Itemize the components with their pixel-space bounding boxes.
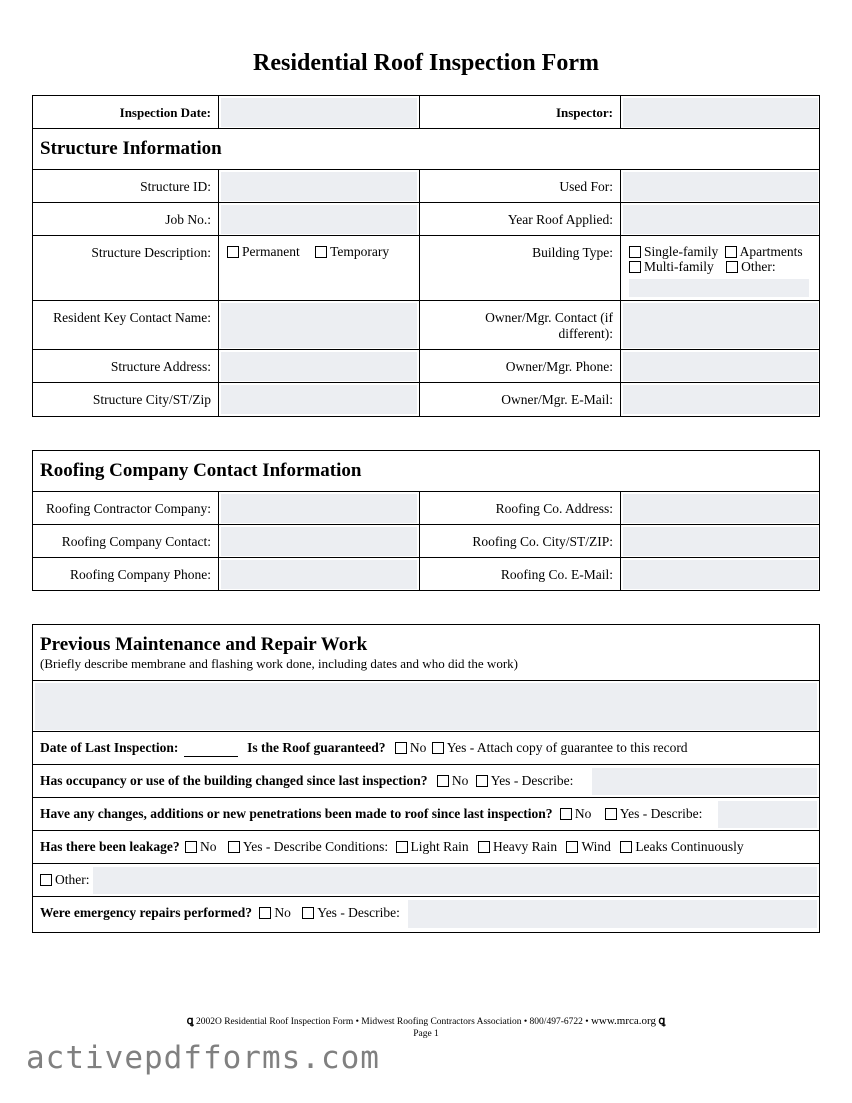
permanent-label: Permanent (242, 244, 300, 259)
other-checkbox[interactable] (40, 874, 52, 886)
watermark: activepdfforms.com (26, 1040, 380, 1076)
other-label: Other: (55, 872, 90, 887)
owner-email-label: Owner/Mgr. E-Mail: (420, 383, 621, 416)
roofing-company-row (33, 491, 819, 525)
occupancy-describe-field[interactable] (592, 768, 817, 795)
other-building-checkbox[interactable] (726, 261, 738, 273)
other-describe-field[interactable] (93, 867, 817, 894)
other-line (40, 872, 90, 888)
leakage-no-label: No (199, 839, 217, 854)
maintenance-heading-row (33, 625, 819, 681)
wind-checkbox[interactable] (566, 841, 578, 853)
inspection-date-label: Inspection Date: (33, 96, 219, 129)
building-type-label: Building Type: (420, 236, 621, 301)
roofing-contact-field[interactable] (219, 525, 420, 558)
owner-phone-label: Owner/Mgr. Phone: (420, 350, 621, 383)
leaks-continuously-checkbox[interactable] (620, 841, 632, 853)
structure-description-options (219, 236, 420, 301)
roofing-heading: Roofing Company Contact Information (40, 460, 362, 481)
structure-city-label: Structure City/ST/Zip (33, 383, 219, 416)
job-no-field[interactable] (219, 203, 420, 236)
used-for-field[interactable] (621, 170, 820, 203)
occupancy-line (40, 773, 573, 789)
footer (0, 1014, 852, 1039)
structure-address-row (33, 349, 819, 383)
roofing-contact-label: Roofing Company Contact: (33, 525, 219, 558)
other-row (33, 863, 819, 897)
maintenance-description-row (33, 680, 819, 732)
owner-contact-field[interactable] (621, 301, 820, 350)
leakage-row (33, 830, 819, 864)
roofing-email-field[interactable] (621, 558, 820, 591)
permanent-checkbox[interactable] (227, 246, 239, 258)
year-roof-applied-label: Year Roof Applied: (420, 203, 621, 236)
temporary-label: Temporary (330, 244, 390, 259)
resident-key-contact-label: Resident Key Contact Name: (33, 301, 219, 350)
occupancy-question: Has occupancy or use of the building changed since last inspection? (40, 773, 428, 788)
maintenance-description-field[interactable] (35, 683, 817, 730)
inspector-field[interactable] (621, 96, 820, 129)
inspector-label: Inspector: (420, 96, 621, 129)
leakage-line (40, 839, 744, 855)
emergency-yes-label: Yes - Describe: (317, 905, 400, 920)
apartments-checkbox[interactable] (725, 246, 737, 258)
emergency-yes-checkbox[interactable] (302, 907, 314, 919)
job-no-label: Job No.: (33, 203, 219, 236)
structure-address-field[interactable] (219, 350, 420, 383)
roofing-phone-field[interactable] (219, 558, 420, 591)
roofing-phone-row (33, 557, 819, 591)
emergency-describe-field[interactable] (408, 900, 817, 928)
roofing-address-field[interactable] (621, 492, 820, 525)
structure-id-label: Structure ID: (33, 170, 219, 203)
mrca-logo-icon-right: ꝗ (658, 1015, 666, 1027)
single-family-checkbox[interactable] (629, 246, 641, 258)
footer-url[interactable]: www.mrca.org (590, 1015, 657, 1027)
multi-family-label: Multi-family (644, 259, 714, 274)
changes-no-label: No (574, 806, 592, 821)
emergency-row (33, 896, 819, 932)
guaranteed-yes-label: Yes - Attach copy of guarantee to this record (446, 740, 688, 755)
occupancy-no-label: No (451, 773, 469, 788)
heavy-rain-checkbox[interactable] (478, 841, 490, 853)
owner-email-field[interactable] (621, 383, 820, 416)
last-inspection-field[interactable] (184, 740, 238, 757)
owner-contact-label-line2: different): (558, 326, 613, 341)
occupancy-yes-checkbox[interactable] (476, 775, 488, 787)
roofing-contact-row (33, 524, 819, 558)
emergency-no-checkbox[interactable] (259, 907, 271, 919)
structure-section (32, 128, 820, 417)
roofing-contractor-field[interactable] (219, 492, 420, 525)
maintenance-section (32, 624, 820, 933)
page-number: Page 1 (413, 1029, 439, 1039)
single-family-label: Single-family (644, 244, 719, 259)
structure-description-row (33, 235, 819, 301)
roofing-city-label: Roofing Co. City/ST/ZIP: (420, 525, 621, 558)
leakage-yes-checkbox[interactable] (228, 841, 240, 853)
resident-key-contact-field[interactable] (219, 301, 420, 350)
emergency-question: Were emergency repairs performed? (40, 905, 253, 920)
last-inspection-row (33, 731, 819, 765)
owner-contact-label-line1: Owner/Mgr. Contact (if (485, 310, 613, 325)
temporary-checkbox[interactable] (315, 246, 327, 258)
structure-heading-row (33, 129, 819, 170)
contact-row (33, 300, 819, 350)
occupancy-yes-label: Yes - Describe: (490, 773, 574, 788)
maintenance-subheading: (Briefly describe membrane and flashing work done, including dates and who did the work) (40, 656, 518, 671)
roofing-address-label: Roofing Co. Address: (420, 492, 621, 525)
emergency-line (40, 905, 400, 921)
footer-text: 2002O Residential Roof Inspection Form • Midwest Roofing Contractors Association • 800/497-6722 • (195, 1017, 589, 1027)
light-rain-label: Light Rain (410, 839, 469, 854)
structure-id-row (33, 169, 819, 203)
apartments-label: Apartments (739, 244, 803, 259)
changes-no-checkbox[interactable] (560, 808, 572, 820)
roofing-email-label: Roofing Co. E-Mail: (420, 558, 621, 591)
heavy-rain-label: Heavy Rain (493, 839, 558, 854)
structure-address-label: Structure Address: (33, 350, 219, 383)
changes-yes-checkbox[interactable] (605, 808, 617, 820)
changes-row (33, 797, 819, 831)
leaks-continuously-label: Leaks Continuously (635, 839, 744, 854)
emergency-no-label: No (274, 905, 291, 920)
mrca-logo-icon: ꝗ (186, 1015, 194, 1027)
changes-line (40, 806, 702, 822)
leakage-question: Has there been leakage? (40, 839, 180, 854)
guaranteed-no-label: No (409, 740, 427, 755)
other-building-field[interactable] (629, 279, 809, 297)
roofing-heading-row (33, 451, 819, 491)
structure-description-label: Structure Description: (33, 236, 219, 301)
structure-city-row (33, 382, 819, 416)
guaranteed-no-checkbox[interactable] (395, 742, 407, 754)
other-building-label: Other: (741, 259, 776, 274)
changes-question: Have any changes, additions or new penetrations been made to roof since last inspection? (40, 806, 553, 821)
owner-contact-label (420, 301, 621, 350)
inspection-date-field[interactable] (219, 96, 420, 129)
guaranteed-yes-checkbox[interactable] (432, 742, 444, 754)
last-inspection-label: Date of Last Inspection: (40, 740, 179, 755)
roofing-contractor-label: Roofing Contractor Company: (33, 492, 219, 525)
leakage-yes-label: Yes - Describe Conditions: (242, 839, 389, 854)
wind-label: Wind (581, 839, 611, 854)
form-title: Residential Roof Inspection Form (253, 50, 599, 76)
structure-id-field[interactable] (219, 170, 420, 203)
guaranteed-question: Is the Roof guaranteed? (247, 740, 386, 755)
roofing-section (32, 450, 820, 591)
structure-heading: Structure Information (40, 138, 222, 159)
inspection-row (33, 96, 819, 129)
leakage-no-checkbox[interactable] (185, 841, 197, 853)
occupancy-row (33, 764, 819, 798)
structure-city-field[interactable] (219, 383, 420, 416)
used-for-label: Used For: (420, 170, 621, 203)
roofing-city-field[interactable] (621, 525, 820, 558)
light-rain-checkbox[interactable] (396, 841, 408, 853)
occupancy-no-checkbox[interactable] (437, 775, 449, 787)
roofing-phone-label: Roofing Company Phone: (33, 558, 219, 591)
changes-yes-label: Yes - Describe: (619, 806, 703, 821)
maintenance-heading: Previous Maintenance and Repair Work (40, 634, 368, 655)
inspection-header-box (32, 95, 820, 129)
building-type-options (621, 236, 820, 301)
last-inspection-line (40, 740, 688, 757)
changes-describe-field[interactable] (718, 801, 817, 828)
year-roof-applied-field[interactable] (621, 203, 820, 236)
job-no-row (33, 202, 819, 236)
multi-family-checkbox[interactable] (629, 261, 641, 273)
owner-phone-field[interactable] (621, 350, 820, 383)
